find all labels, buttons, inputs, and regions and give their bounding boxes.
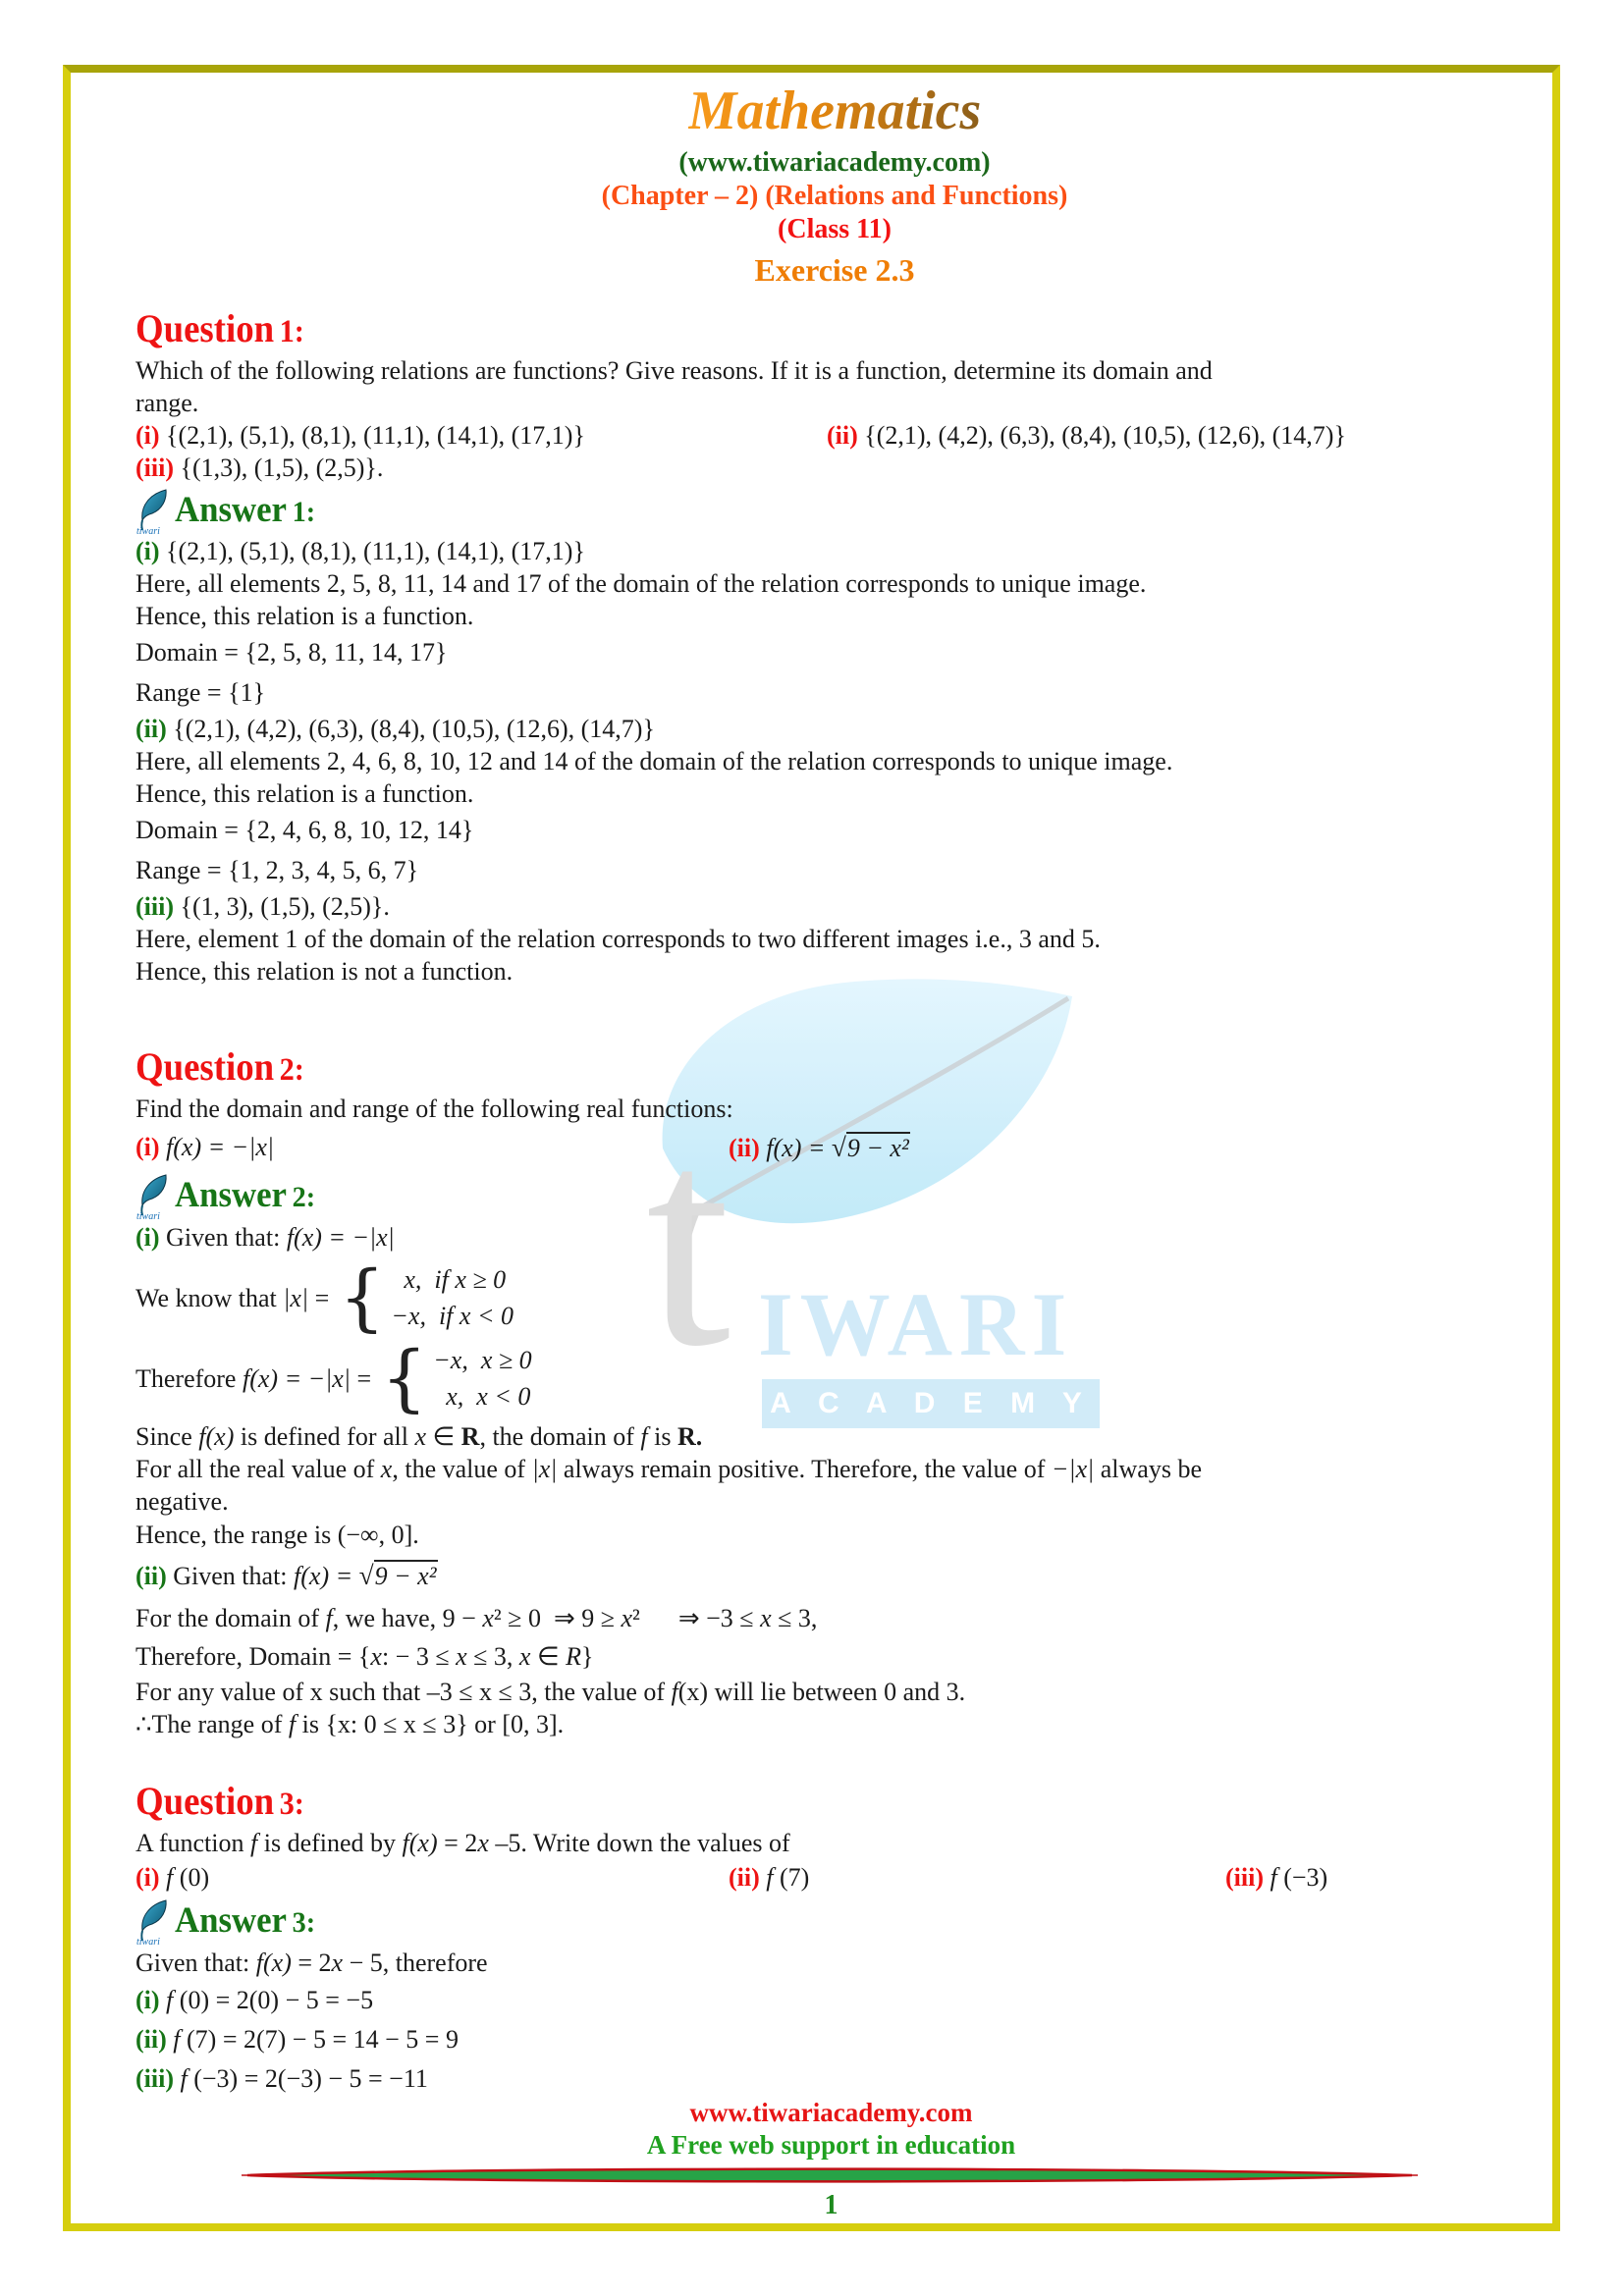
answer-2-section: [135, 1173, 1534, 1740]
curly-brace: {: [339, 1255, 386, 1340]
text-segment: Range = {1}: [135, 678, 266, 707]
text-segment: R: [460, 1422, 480, 1451]
answer-1-hence-i: [135, 600, 1534, 632]
text-segment: R.: [676, 1422, 703, 1451]
piecewise-row-2: x, x < 0: [433, 1382, 531, 1411]
question-2-section: [135, 1044, 1534, 1171]
text-segment: (x) will lie between 0 and 3.: [677, 1678, 966, 1706]
tiwari-leaf-icon: [135, 488, 173, 535]
answer-3-line-iii: [135, 2059, 1534, 2099]
leaf-icon-label: tiwari: [136, 1937, 160, 1946]
answer-3-heading-row: [135, 1898, 1534, 1946]
text-segment: (i): [135, 1133, 167, 1161]
leaf-shape: [142, 490, 166, 520]
text-segment: Given that:: [173, 1562, 295, 1590]
text-segment: Here, all elements 2, 4, 6, 8, 10, 12 and 14 of the domain of the relation corresponds to unique image.: [135, 747, 1173, 775]
text-segment: (ii): [135, 715, 174, 743]
text-segment: x: [380, 1455, 393, 1483]
text-segment: Domain = {2, 4, 6, 8, 10, 12, 14}: [135, 816, 474, 844]
text-segment: Hence, this relation is a function.: [135, 602, 474, 630]
text-segment: Domain = {2, 5, 8, 11, 14, 17}: [135, 638, 448, 667]
text-segment: {(1,3), (1,5), (2,5)}.: [180, 454, 384, 482]
text-segment: Here, element 1 of the domain of the relation corresponds to two different images i.e., 3 and 5.: [135, 925, 1101, 953]
text-segment: : − 3 ≤: [381, 1642, 457, 1671]
footer-site-url: www.tiwariacademy.com: [689, 2098, 973, 2127]
text-segment: is: [647, 1422, 677, 1451]
text-segment: f: [1270, 1863, 1284, 1892]
text-segment: f(x) = −|x|: [242, 1363, 351, 1393]
text-segment: x: [621, 1604, 633, 1632]
text-segment: Given that:: [135, 1949, 256, 1977]
question-2-items-row: [135, 1125, 1534, 1171]
question-3-item-ii: [729, 1859, 1225, 1896]
text-segment: f: [288, 1710, 297, 1738]
question-3-item-iii: [1225, 1859, 1327, 1896]
text-segment: f(x): [402, 1829, 438, 1857]
text-segment: ∈: [530, 1642, 567, 1671]
answer-2-domain-inequality: [135, 1599, 1534, 1638]
text-segment: negative.: [135, 1487, 229, 1516]
text-segment: (iii): [135, 892, 181, 921]
text-segment: Range = {1, 2, 3, 4, 5, 6, 7}: [135, 856, 419, 884]
answer-1-domain-ii: [135, 810, 1534, 850]
question-3-intro: [135, 1827, 1534, 1859]
text-segment: (−3) = 2(−3) − 5 = −11: [193, 2064, 428, 2093]
text-segment: (0) = 2(0) − 5 = −5: [179, 1986, 374, 2014]
text-segment: f(x): [198, 1422, 235, 1451]
answer-3-section: [135, 1898, 1534, 2099]
text-segment: (i): [135, 537, 167, 565]
text-segment: Therefore: [135, 1363, 243, 1393]
answer-1-heading-word: Answer: [175, 490, 287, 530]
answer-2-hence-line: [135, 1518, 1534, 1553]
text-segment: Hence, the range is (−∞, 0].: [135, 1521, 419, 1549]
text-segment: ∴The range of: [135, 1710, 289, 1738]
text-segment: (i): [135, 1986, 167, 2014]
question-2-heading: [135, 1044, 1422, 1093]
answer-2-heading-row: [135, 1173, 1534, 1220]
text-segment: − 5, therefore: [343, 1949, 488, 1977]
text-segment: √: [831, 1133, 846, 1162]
text-segment: ≤ 3,: [466, 1642, 519, 1671]
footer-tagline: A Free web support in education: [646, 2130, 1016, 2160]
text-segment: always remain positive. Therefore, the value of: [557, 1455, 1052, 1483]
piecewise-row-2: −x, if x < 0: [391, 1302, 514, 1330]
text-segment: , the value of: [392, 1455, 532, 1483]
leaf-icon-label: tiwari: [136, 526, 160, 535]
text-segment: We know that: [135, 1283, 284, 1312]
text-segment: (7) = 2(7) − 5 = 14 − 5 = 9: [187, 2025, 459, 2054]
question-1-intro-line-2: range.: [135, 389, 199, 417]
header-chapter: (Chapter – 2) (Relations and Functions): [601, 181, 1068, 211]
text-segment: =: [351, 1363, 372, 1393]
text-segment: f: [180, 2064, 194, 2093]
answer-1-heading-number: 1:: [292, 496, 316, 528]
text-segment: 9 − x²: [374, 1562, 437, 1590]
text-segment: Here, all elements 2, 5, 8, 11, 14 and 17 of the domain of the relation corresponds to unique image.: [135, 569, 1147, 598]
text-segment: (i): [135, 1223, 167, 1252]
answer-2-heading-word: Answer: [175, 1175, 287, 1215]
answer-2-domain-set: [135, 1638, 1534, 1676]
text-segment: is defined by: [257, 1829, 403, 1857]
text-segment: (0): [179, 1863, 210, 1892]
answer-1-range-ii: [135, 850, 1534, 890]
answer-1-here-i: [135, 567, 1534, 600]
text-segment: For any value of x such that –3 ≤ x ≤ 3, the value of: [135, 1678, 672, 1706]
text-segment: For the domain of: [135, 1604, 326, 1632]
text-segment: Since: [135, 1422, 199, 1451]
question-3-items-row: [135, 1859, 1534, 1896]
page-number: 1: [824, 2190, 839, 2220]
answer-2-anyvalue-line: [135, 1676, 1534, 1708]
tiwari-leaf-icon: [135, 1173, 173, 1220]
text-segment: is defined for all: [234, 1422, 415, 1451]
question-2-item-i: [135, 1125, 729, 1171]
text-segment: x: [482, 1604, 494, 1632]
answer-1-here-iii: [135, 923, 1534, 955]
text-segment: {(2,1), (4,2), (6,3), (8,4), (10,5), (12,6), (14,7)}: [864, 421, 1346, 450]
text-segment: f: [325, 1604, 333, 1632]
text-segment: f(x) =: [294, 1562, 359, 1590]
answer-2-forall-line-1: [135, 1453, 1534, 1485]
answer-1-set-ii: [135, 713, 1534, 745]
text-segment: R: [566, 1642, 582, 1671]
text-segment: (7): [780, 1863, 810, 1892]
text-segment: For all the real value of: [135, 1455, 381, 1483]
text-segment: x: [760, 1604, 772, 1632]
answer-2-heading: [175, 1172, 315, 1221]
text-segment: f(x) = −|x|: [286, 1223, 395, 1252]
text-segment: √: [358, 1561, 374, 1590]
answer-1-heading-row: [135, 488, 1534, 535]
page-content: [135, 82, 1534, 2099]
tiwari-leaf-icon: [135, 1898, 173, 1946]
text-segment: {(2,1), (5,1), (8,1), (11,1), (14,1), (17,1)}: [166, 537, 585, 565]
text-segment: , the domain of: [479, 1422, 641, 1451]
watermark-t-letter: t: [646, 1073, 731, 1410]
text-segment: ² ≥ 0 ⇒ 9 ≥: [493, 1604, 622, 1632]
piecewise-rows: [433, 1342, 531, 1415]
watermark-academy-band: A C A D E M Y: [762, 1379, 1100, 1428]
answer-2-range-line: [135, 1708, 1534, 1740]
text-segment: Hence, this relation is not a function.: [135, 957, 514, 986]
text-segment: {(2,1), (5,1), (8,1), (11,1), (14,1), (17,1)}: [166, 421, 585, 450]
question-2-intro: Find the domain and range of the following real functions:: [135, 1095, 733, 1123]
question-3-heading-number: 3:: [279, 1787, 304, 1822]
footer-divider-graphic: [242, 2165, 1418, 2185]
text-segment: f(x) = −|x|: [166, 1133, 275, 1161]
text-segment: {(1, 3), (1,5), (2,5)}.: [180, 892, 390, 921]
text-segment: x: [331, 1949, 344, 1977]
text-segment: (iii): [135, 454, 181, 482]
answer-1-domain-i: [135, 632, 1534, 672]
question-1-item-ii: [827, 419, 1346, 452]
text-segment: x: [518, 1642, 531, 1671]
text-segment: 9 − x²: [846, 1134, 909, 1162]
text-segment: (ii): [827, 421, 865, 450]
answer-3-given: [135, 1946, 1534, 1981]
question-2-item-ii: [729, 1125, 910, 1171]
question-3-heading: [135, 1779, 1422, 1827]
leaf-shape: [142, 1900, 166, 1931]
text-segment: (ii): [135, 2025, 174, 2054]
text-segment: Therefore, Domain = {: [135, 1642, 371, 1671]
text-segment: f: [166, 1863, 180, 1892]
text-segment: x: [477, 1829, 489, 1857]
text-segment: (ii): [135, 1562, 174, 1590]
text-segment: f: [173, 2025, 187, 2054]
answer-1-section: [135, 488, 1534, 988]
answer-1-range-i: [135, 672, 1534, 713]
leaf-icon-label: tiwari: [136, 1211, 160, 1220]
answer-1-hence-ii: [135, 777, 1534, 810]
page-title: Mathematics: [687, 80, 982, 141]
text-segment: x: [456, 1642, 467, 1671]
curly-brace: {: [381, 1336, 428, 1420]
answer-2-given-i: [135, 1220, 1534, 1255]
text-segment: A function: [135, 1829, 250, 1857]
question-1-heading: [135, 306, 1422, 354]
question-1-heading-word: Question: [135, 306, 275, 350]
answer-1-hence-iii: [135, 955, 1534, 988]
question-3-item-i: [135, 1859, 729, 1896]
answer-2-given-ii: [135, 1553, 1534, 1599]
answer-2-forall-line-2: [135, 1485, 1534, 1518]
text-segment: |x|: [283, 1283, 309, 1312]
leaf-shape: [142, 1175, 166, 1205]
text-segment: −|x|: [1051, 1455, 1095, 1483]
header-class: (Class 11): [778, 214, 892, 244]
page-footer: [39, 2097, 1623, 2162]
page-header: [135, 82, 1534, 291]
answer-3-line-ii: [135, 2020, 1534, 2059]
text-segment: (ii): [729, 1134, 767, 1162]
text-segment: always be: [1094, 1455, 1203, 1483]
text-segment: (−3): [1283, 1863, 1328, 1892]
piecewise-prefix: [135, 1282, 329, 1314]
question-2-heading-word: Question: [135, 1044, 275, 1089]
text-segment: Hence, this relation is a function.: [135, 779, 474, 808]
answer-2-piecewise-fx: [135, 1336, 1534, 1420]
answer-2-piecewise-abs: [135, 1255, 1534, 1340]
text-segment: f: [166, 1986, 180, 2014]
text-segment: ∈: [426, 1422, 461, 1451]
answer-1-set-i: [135, 535, 1534, 567]
question-1-heading-number: 1:: [279, 314, 304, 349]
answer-3-heading: [175, 1897, 315, 1947]
text-segment: (iii): [135, 2064, 181, 2093]
question-1-section: [135, 306, 1534, 484]
answer-3-heading-word: Answer: [175, 1900, 287, 1941]
answer-2-heading-number: 2:: [292, 1181, 316, 1213]
text-segment: (ii): [729, 1863, 767, 1892]
text-segment: (iii): [1225, 1863, 1271, 1892]
text-segment: f(x) =: [766, 1134, 832, 1162]
text-segment: {(2,1), (4,2), (6,3), (8,4), (10,5), (12,6), (14,7)}: [173, 715, 655, 743]
text-segment: = 2: [291, 1949, 332, 1977]
piecewise-row-1: −x, x ≥ 0: [433, 1346, 532, 1374]
text-segment: =: [308, 1283, 330, 1312]
text-segment: f(x): [255, 1949, 292, 1977]
header-exercise: Exercise 2.3: [754, 252, 915, 288]
answer-1-here-ii: [135, 745, 1534, 777]
text-segment: |x|: [531, 1455, 558, 1483]
question-1-intro-line-1: Which of the following relations are functions? Give reasons. If it is a function, determine its domain and: [135, 356, 1213, 385]
text-segment: , we have, 9 −: [332, 1604, 483, 1632]
text-segment: = 2: [437, 1829, 478, 1857]
question-1-item-iii: [135, 452, 1534, 484]
text-segment: ² ⇒ −3 ≤: [632, 1604, 761, 1632]
piecewise-rows: [391, 1261, 514, 1334]
text-segment: f: [640, 1422, 648, 1451]
answer-3-heading-number: 3:: [292, 1906, 316, 1939]
divider-lens-shape: [247, 2169, 1412, 2182]
text-segment: }: [581, 1642, 594, 1671]
piecewise-row-1: x, if x ≥ 0: [391, 1265, 507, 1294]
question-3-heading-word: Question: [135, 1779, 275, 1823]
text-segment: ≤ 3,: [771, 1604, 818, 1632]
answer-1-set-iii: [135, 890, 1534, 923]
watermark-iwari-text: IWARI: [758, 1274, 1074, 1374]
text-segment: is {x: 0 ≤ x ≤ 3} or [0, 3].: [296, 1710, 565, 1738]
text-segment: (i): [135, 1863, 167, 1892]
question-3-section: [135, 1779, 1534, 1896]
text-segment: f: [250, 1829, 258, 1857]
answer-1-heading: [175, 487, 315, 536]
header-site-url: (www.tiwariacademy.com): [678, 147, 991, 178]
text-segment: f: [766, 1863, 780, 1892]
answer-2-since-line: [135, 1420, 1534, 1453]
question-1-item-i: [135, 419, 827, 452]
text-segment: –5. Write down the values of: [488, 1829, 790, 1857]
answer-3-line-i: [135, 1981, 1534, 2020]
text-segment: x: [414, 1422, 427, 1451]
text-segment: Given that:: [166, 1223, 287, 1252]
text-segment: x: [370, 1642, 382, 1671]
question-2-heading-number: 2:: [279, 1052, 304, 1088]
piecewise-prefix: [135, 1362, 371, 1395]
question-1-items-row: [135, 419, 1534, 452]
text-segment: (i): [135, 421, 167, 450]
text-segment: f: [671, 1678, 678, 1706]
